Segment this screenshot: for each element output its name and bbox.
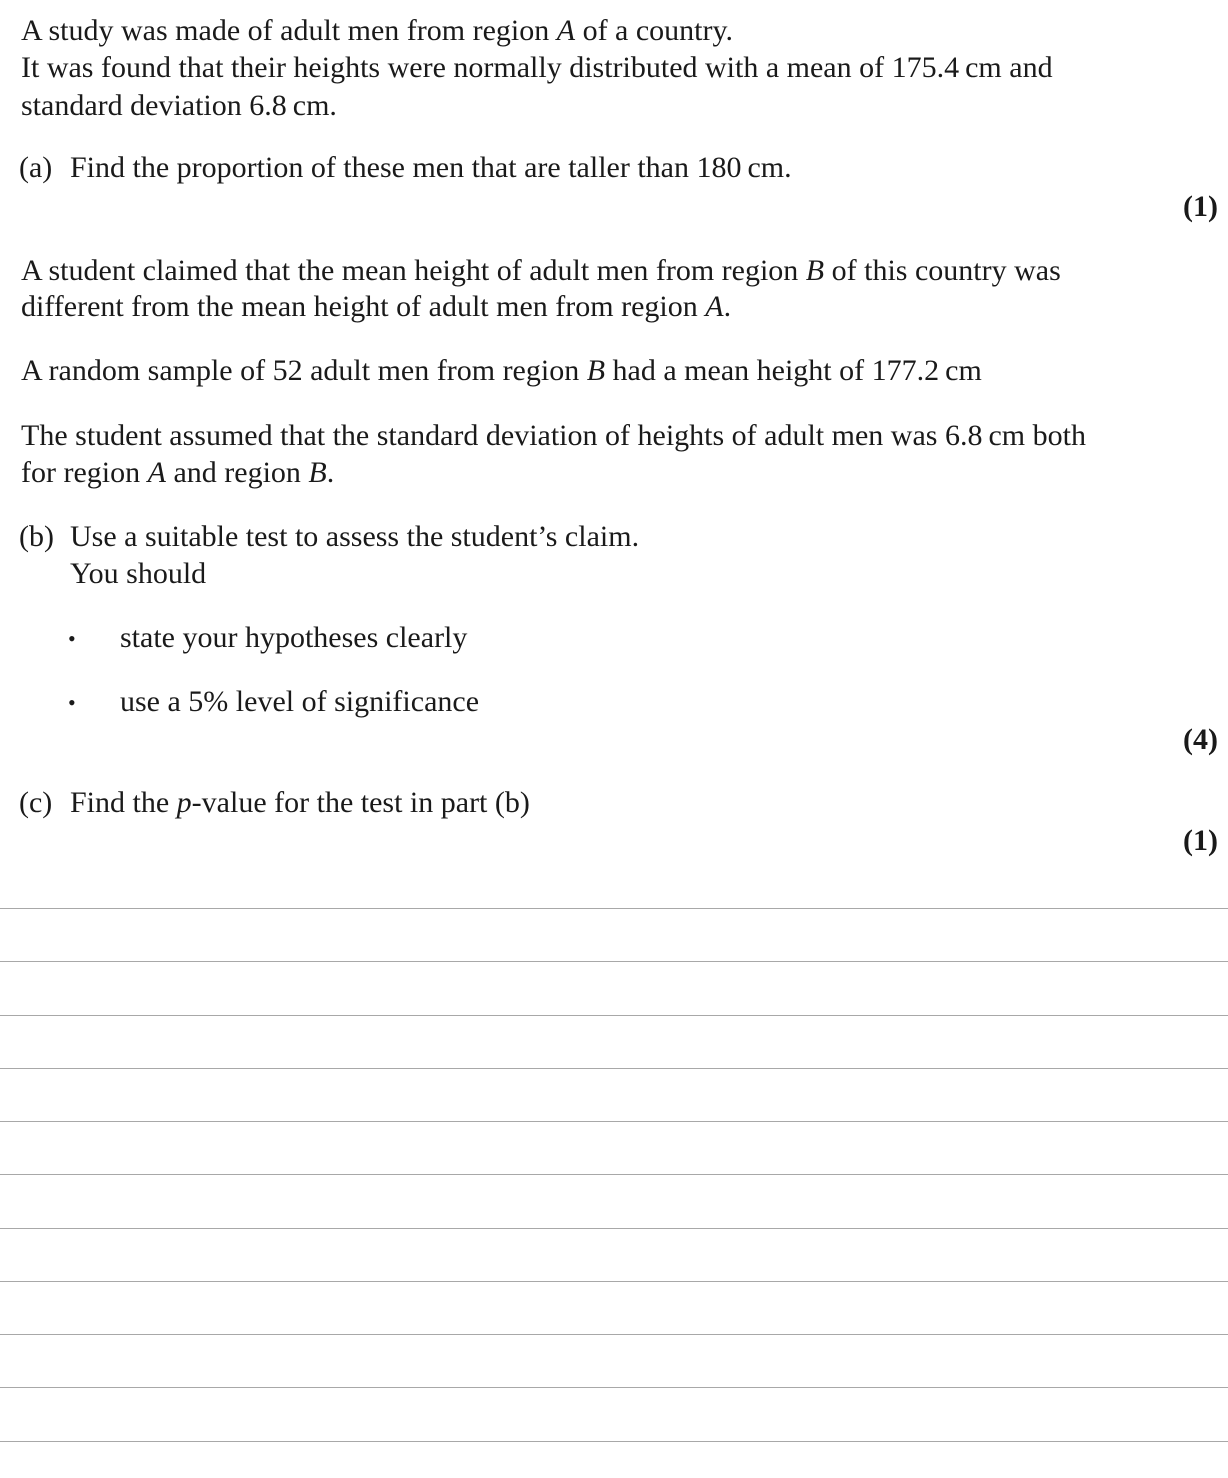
part-b-label: (b) (19, 520, 54, 553)
answer-line (0, 1121, 1228, 1122)
bullet-hypotheses: state your hypotheses clearly (120, 621, 468, 654)
bullet-marker-2: • (68, 690, 76, 715)
answer-line (0, 1281, 1228, 1282)
answer-line (0, 1228, 1228, 1229)
part-b-instruction: Use a suitable test to assess the student’s claim. (70, 520, 640, 553)
answer-line (0, 1015, 1228, 1016)
part-a-marks: (1) (1183, 190, 1218, 223)
answer-line (0, 1174, 1228, 1175)
answer-line (0, 1068, 1228, 1069)
intro-line-1: A study was made of adult men from region A of a country. (21, 14, 734, 47)
answer-line (0, 908, 1228, 909)
part-b-you-should: You should (70, 557, 207, 590)
claim-line-2: different from the mean height of adult men from region A. (21, 290, 732, 323)
claim-line-1: A student claimed that the mean height of adult men from region B of this country was (21, 254, 1061, 287)
part-c-question: Find the p-value for the test in part (b) (70, 786, 530, 819)
bullet-significance: use a 5% level of significance (120, 685, 480, 718)
answer-line (0, 1334, 1228, 1335)
intro-line-2: It was found that their heights were normally distributed with a mean of 175.4 cm and (21, 51, 1053, 84)
intro-line-3: standard deviation 6.8 cm. (21, 89, 337, 122)
part-c-label: (c) (19, 786, 53, 819)
assumption-line-2: for region A and region B. (21, 456, 335, 489)
assumption-line-1: The student assumed that the standard deviation of heights of adult men was 6.8 cm both (21, 419, 1086, 452)
answer-line (0, 1387, 1228, 1388)
part-a-label: (a) (19, 151, 53, 184)
answer-line (0, 1441, 1228, 1442)
part-b-marks: (4) (1183, 723, 1218, 756)
sample-line: A random sample of 52 adult men from region B had a mean height of 177.2 cm (21, 354, 982, 387)
answer-line (0, 961, 1228, 962)
part-a-question: Find the proportion of these men that are taller than 180 cm. (70, 151, 792, 184)
bullet-marker-1: • (68, 626, 76, 651)
part-c-marks: (1) (1183, 824, 1218, 857)
